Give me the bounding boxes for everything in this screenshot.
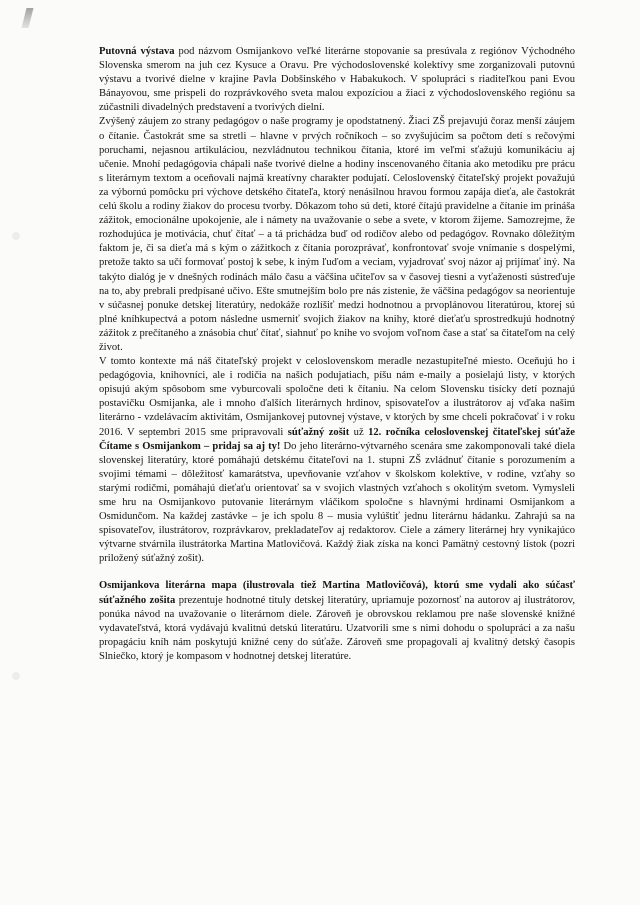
scan-mark <box>22 8 34 28</box>
paragraph-zaujem-pedagogov <box>99 115 575 355</box>
text-run: pod názvom Osmijankovo veľké literárne stopovanie sa presúvala z regiónov Východného Slovenska smerom na juh cez Kysuce a Oravu. Pre východoslovenské kolektívy sme zorganizovali putovnú výstavu a tvorivé dielne v krajine Pavla Dobšinského v Habakukoch. V spolupráci s riaditeľkou pani Evou Bánayovou, sme prispeli do rozprávkového sveta malou expozíciou a žiaci z východoslovenského regiónu sa zúčastnili divadelných predstavení a tvorivých dielní. <box>99 46 575 114</box>
paragraph-kontext-projektu <box>99 355 575 566</box>
text-run: Zvýšený záujem zo strany pedagógov o naše programy je opodstatnený. Žiaci ZŠ prejavujú čoraz menší záujem o čítanie. Častokrát sme sa stretli – hlavne v prvých ročníkoch – so zvyšujúcim sa počtom detí s rečovými poruchami, nejasnou artikuláciou, nezvládnutou technikou čítania, ktoré im veľmi sťažujú komunikáciu aj učenie. Mnohí pedagógovia chápali naše tvorivé dielne a hodiny inscenovaného čítania ako metodiku pre prácu s literárnym textom a oceňovali najmä kreatívny charakter podujatí. Celoslovenský čitateľský projekt považujú za výbornú pomôcku pri výchove detského čitateľa, ktorý nenásilnou hravou formou zapája dieťa, ale častokrát celú školu a rodiny žiakov do procesu tvorby. Dôkazom toho sú deti, ktoré čítajú pravidelne a čítanie im prináša zážitok, emocionálne upokojenie, ale i námety na uvažovanie o sebe a svete, v ktorom žijeme. Samozrejme, že rozhodujúca je motivácia, chuť čítať – a tá prichádza buď od rodičov alebo od pedagógov. Rovnako dôležitým faktom je, či sa dieťa má s kým o zážitkoch z čítania porozprávať, konfrontovať svoje vnímanie s dospelými, pretože takto sa učí formovať postoj k sebe, k iným ľuďom a veciam, vyjadrovať svoj názor aj prijímať iný. Na takýto dialóg je v dnešných rodinách málo času a väčšina učiteľov sa v časovej tiesni a vyťaženosti sústreďuje na to, aby prebrali predpísané učivo. Ešte smutnejším bolo pre nás zistenie, že väčšina pedagógov sa neorientuje v súčasnej ponuke detskej literatúry, nedokáže rozlíšiť medzi hodnotnou a prvoplánovou literatúrou, ktorej sú plné kníhkupectvá a potom následne usmerniť svojich žiakov na knihy, ktoré dieťaťu sprostredkujú hodnotný zážitok z prečítaného a znásobia chuť čítať, siahnuť po knihe vo svojom voľnom čase a stať sa čitateľom na celý život. <box>99 116 575 353</box>
text-run: už <box>349 426 369 438</box>
scan-dot <box>12 232 20 240</box>
paragraph-putovna-vystava <box>99 45 575 115</box>
bold-text-run: Putovná výstava <box>99 46 175 57</box>
text-run: prezentuje hodnotné tituly detskej literatúry, upriamuje pozornosť na autorov aj ilustrátorov, ponúka návod na uvažovanie o literárnom diele. Zároveň je obrovskou reklamou pre naše slovenské knižné vydavateľstvá, ktorá vydávajú kvalitnú detskú literatúru. Uzatvorili sme s nimi dohodu o spolupráci a za našu propagáciu kníh nám poskytujú knižné ceny do súťaže. Zároveň sme propagovali aj kvalitný detský časopis Slniečko, ktorý je kompasom v hodnotnej detskej literatúre. <box>99 594 575 662</box>
text-run: Do jeho literárno-výtvarného scenára sme zakomponovali také diela slovenskej literatúry, ktoré pomáhajú detskému čitateľovi na 1. stupni ZŠ zvládnuť čítanie s porozumením a svojimi témami – dôležitosť kamarátstva, upevňovanie vzťahov v školskom kolektíve, v rodine, vzťahy so starými rodičmi, pomáhajú dieťaťu orientovať sa v svojich vlastných vzťahoch s okolitým svetom. Vymysleli sme hru na Osmijankovo putovanie literárnym vláčikom spoločne s hlavnými hrdinami Osmijankom a Osmidunčom. Na každej zastávke – je ich spolu 8 – musia vylúštiť jednu literárnu hádanku. Zahrajú sa na spisovateľov, ilustrátorov, rozprávkarov, prekladateľov aj redaktorov. Ciele a zámery literárnej hry vynikajúco výtvarne stvárnila ilustrátorka Martina Matlovičová. Každý žiak získa na konci Pamätný cestovný lístok (pozri priložený súťažný zošit). <box>99 440 576 565</box>
document-body <box>99 45 575 664</box>
bold-text-run: 12. ročníka celoslovenskej čitateľskej súťaže Čítame s Osmijankom – pridaj sa aj ty! <box>99 426 575 452</box>
text-run: V tomto kontexte má náš čitateľský projekt v celoslovenskom meradle nezastupiteľné miesto. Oceňujú ho i pedagógovia, knihovníci, ale i rodičia na našich podujatiach, píšu nám e-maily a posielajú listy, v ktorých opisujú akým spôsobom sme vyburcovali spoločne deti k čítaniu. Na celom Slovensku tisícky detí poznajú postavičku Osmijanka, ale i mnoho ďalších literárnych hrdinov, spisovateľov a ilustrátorov aj vďaka našim literárno - vzdelávacím aktivitám, Osmijankovej putovnej výstave, v ktorých by sme chceli pokračovať i v roku 2016. V septembri 2015 sme pripravovali <box>99 356 575 438</box>
paragraph-literarna-mapa <box>99 579 575 664</box>
scan-dot <box>12 672 20 680</box>
bold-text-run: Osmijankova literárna mapa (ilustrovala tiež Martina Matlovičová), ktorú sme vydali ako súčasť súťažného zošita <box>99 580 575 606</box>
bold-text-run: súťažný zošit <box>287 426 350 438</box>
